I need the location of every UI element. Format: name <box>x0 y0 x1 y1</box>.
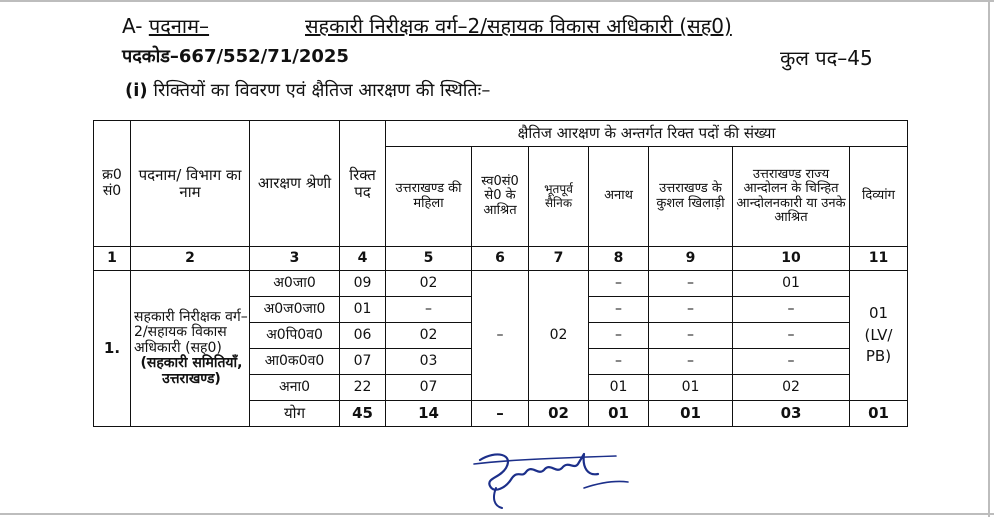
category-cell: अ0जा0 <box>250 271 340 297</box>
column-number: 7 <box>529 247 589 271</box>
total-women: 14 <box>386 401 472 427</box>
total-vacancy: 45 <box>340 401 386 427</box>
sports-cell: – <box>649 297 733 323</box>
horizontal-reservation-header: क्षैतिज आरक्षण के अन्तर्गत रिक्त पदों की संख्या <box>386 121 908 147</box>
women-cell: 07 <box>386 375 472 401</box>
column-number: 3 <box>250 247 340 271</box>
column-number: 11 <box>850 247 908 271</box>
header-row-1 <box>94 121 908 147</box>
divyang-type: (LV/ PB) <box>864 325 893 366</box>
column-number-row <box>94 247 908 271</box>
section-heading <box>125 78 490 102</box>
total-posts: कुल पद–45 <box>780 46 873 70</box>
sports-cell: – <box>649 349 733 375</box>
freedom-fighter-merged-cell: – <box>472 271 529 401</box>
col-orphan-header: अनाथ <box>589 147 649 247</box>
col-agitator-header: उत्तराखण्ड राज्य आन्दोलन के चिन्हित आन्दोलनकारी या उनके आश्रित <box>733 147 850 247</box>
table-row <box>94 271 908 297</box>
col-vacancy-header: रिक्त पद <box>340 121 386 247</box>
total-agitator: 03 <box>733 401 850 427</box>
orphan-cell: – <box>589 271 649 297</box>
total-freedom-fighter: – <box>472 401 529 427</box>
col-women-header: उत्तराखण्ड की महिला <box>386 147 472 247</box>
category-cell: अ0पि0व0 <box>250 323 340 349</box>
sports-cell: – <box>649 271 733 297</box>
column-number: 1 <box>94 247 131 271</box>
total-divyang: 01 <box>850 401 908 427</box>
post-label: पदनाम– <box>148 14 210 38</box>
bottom-frame-line <box>0 513 994 515</box>
section-title: रिक्तियों का विवरण एवं क्षैतिज आरक्षण की स्थितिः– <box>153 80 491 101</box>
post-name: सहकारी निरीक्षक वर्ग–2/सहायक विकास अधिकारी (सह0) <box>134 309 248 356</box>
post-name-cell <box>131 271 250 427</box>
post-code: पदकोड–667/552/71/2025 <box>122 46 349 67</box>
agitator-cell: 01 <box>733 271 850 297</box>
orphan-cell: – <box>589 323 649 349</box>
serial-number: 1. <box>94 271 131 427</box>
column-number: 6 <box>472 247 529 271</box>
agitator-cell: – <box>733 297 850 323</box>
women-cell: 02 <box>386 271 472 297</box>
divyang-count: 01 <box>868 303 889 322</box>
department-name: (सहकारी समितियाँ, उत्तराखण्ड) <box>140 355 243 387</box>
orphan-cell: – <box>589 297 649 323</box>
women-cell: 03 <box>386 349 472 375</box>
col-ex-serviceman-header: भूतपूर्व सैनिक <box>529 147 589 247</box>
section-prefix: A- <box>122 14 143 38</box>
agitator-cell: – <box>733 323 850 349</box>
column-number: 10 <box>733 247 850 271</box>
top-frame-line <box>0 0 994 2</box>
column-number: 2 <box>131 247 250 271</box>
col-sports-header: उत्तराखण्ड के कुशल खिलाड़ी <box>649 147 733 247</box>
total-label: योग <box>250 401 340 427</box>
col-freedom-fighter-header: स्व0सं0 से0 के आश्रित <box>472 147 529 247</box>
agitator-cell: – <box>733 349 850 375</box>
divyang-merged-cell <box>850 271 908 401</box>
sports-cell: 01 <box>649 375 733 401</box>
sports-cell: – <box>649 323 733 349</box>
signature-graphic <box>466 448 636 512</box>
category-cell: आ0क0व0 <box>250 349 340 375</box>
ex-serviceman-merged-cell: 02 <box>529 271 589 401</box>
col-category-header: आरक्षण श्रेणी <box>250 121 340 247</box>
col-divyang-header: दिव्यांग <box>850 147 908 247</box>
orphan-cell: 01 <box>589 375 649 401</box>
column-number: 4 <box>340 247 386 271</box>
vacancy-cell: 07 <box>340 349 386 375</box>
total-orphan: 01 <box>589 401 649 427</box>
section-number: (i) <box>125 80 148 101</box>
column-number: 5 <box>386 247 472 271</box>
women-cell: – <box>386 297 472 323</box>
vacancy-cell: 09 <box>340 271 386 297</box>
column-number: 9 <box>649 247 733 271</box>
col-serial-header: क्र0 सं0 <box>94 121 131 247</box>
post-title: सहकारी निरीक्षक वर्ग–2/सहायक विकास अधिकारी (सह0) <box>305 14 732 38</box>
category-cell: अना0 <box>250 375 340 401</box>
women-cell: 02 <box>386 323 472 349</box>
col-post-header: पदनाम/ विभाग का नाम <box>131 121 250 247</box>
vacancy-cell: 01 <box>340 297 386 323</box>
category-cell: अ0ज0जा0 <box>250 297 340 323</box>
column-number: 8 <box>589 247 649 271</box>
vacancy-cell: 22 <box>340 375 386 401</box>
post-label-line <box>122 12 209 39</box>
vacancy-table <box>93 120 908 427</box>
right-frame-line <box>988 0 990 517</box>
total-sports: 01 <box>649 401 733 427</box>
vacancy-cell: 06 <box>340 323 386 349</box>
total-ex-serviceman: 02 <box>529 401 589 427</box>
orphan-cell: – <box>589 349 649 375</box>
agitator-cell: 02 <box>733 375 850 401</box>
